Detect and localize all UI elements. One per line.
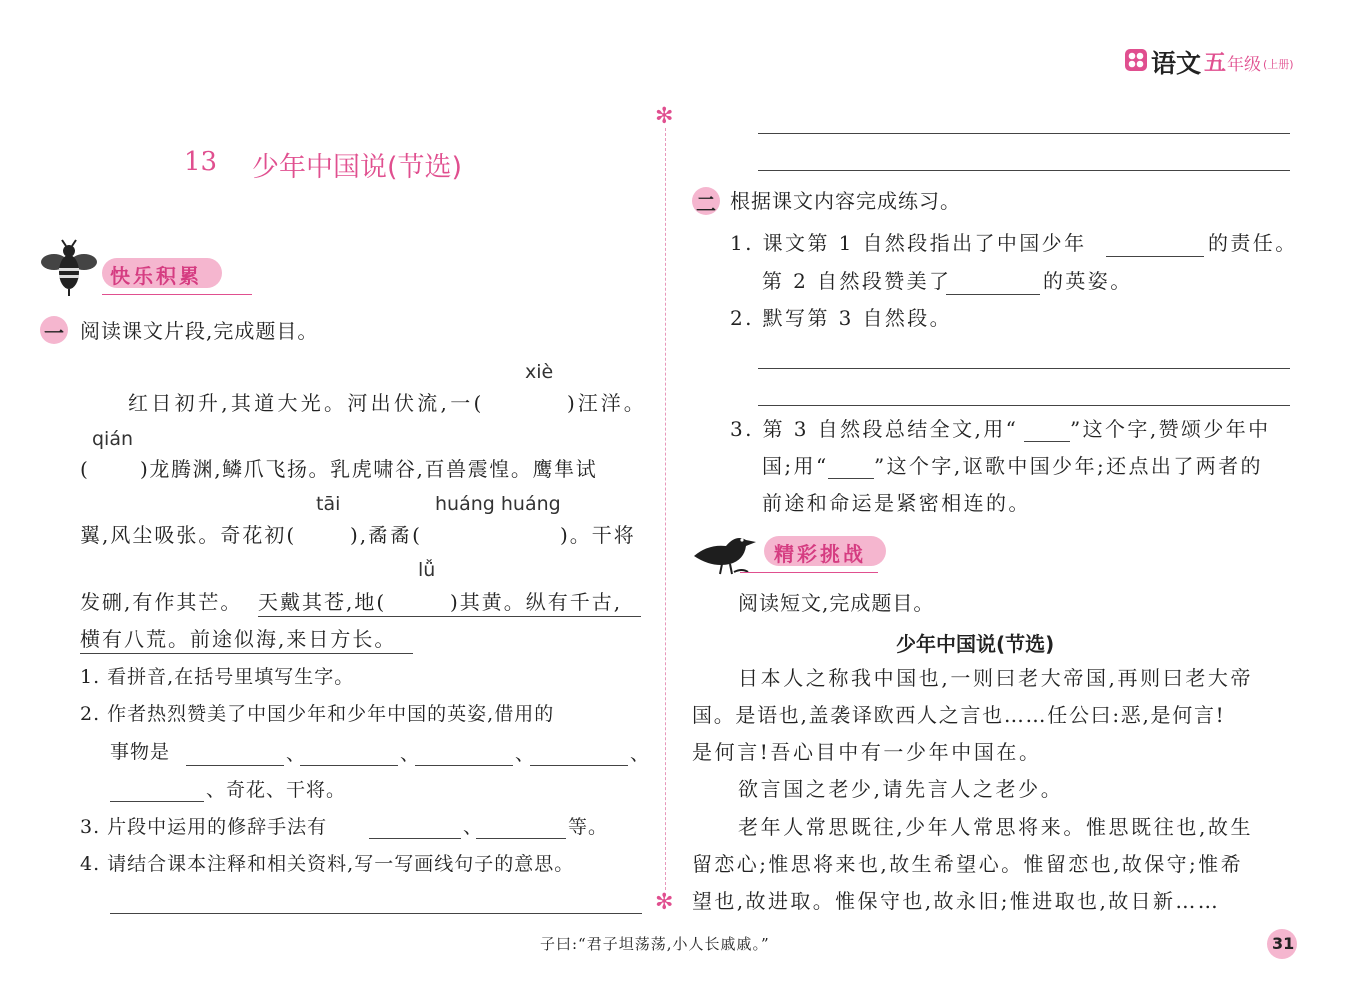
blank-q2-1[interactable] [186,765,284,766]
passage-line2: )龙腾渊,鳞爪飞扬。乳虎啸谷,百兽震惶。鹰隼试 [140,457,598,481]
blank-p2-q1-2[interactable] [946,294,1040,295]
header-volume: (上册) [1263,58,1294,71]
passage-line5: 横有八荒。前途似海,来日方长。 [80,627,397,651]
part-two-marker: 二 [696,192,716,216]
blank-q2-4[interactable] [530,765,628,766]
p2-question-1d: 的英姿。 [1043,269,1133,293]
p1-question-2a: 2. 作者热烈赞美了中国少年和少年中国的英姿,借用的 [80,703,555,725]
lesson-title: 少年中国说(节选) [252,152,463,183]
reading-line-7: 望也,故进取。惟保守也,故永旧;惟进取也,故日新…… [692,889,1221,913]
section-wonderful-challenge [690,526,890,582]
reading-title: 少年中国说(节选) [896,632,1055,656]
answer-line-top-1[interactable] [758,133,1290,134]
footer-quote: 子曰:“君子坦荡荡,小人长戚戚。” [540,935,770,953]
pinyin-xie: xiè [525,361,554,383]
reading-line-4: 欲言国之老少,请先言人之老少。 [738,777,1064,801]
sep-q3: 、 [463,816,484,838]
passage-line5-underline [80,653,413,654]
p2-question-3e: 前途和命运是紧密相连的。 [762,491,1031,515]
sep-q2-3: 、 [515,743,536,765]
p1-question-1: 1. 看拼音,在括号里填写生字。 [80,666,355,688]
p1-question-3b: 等。 [568,816,609,838]
p2-question-1b: 的责任。 [1208,231,1298,255]
passage-line3-c: )。干将 [560,523,636,547]
p2-question-3b: ”这个字,赞颂少年中 [1070,417,1271,441]
header-grade: 五 [1204,50,1227,76]
section-happy-accumulation [40,238,230,300]
tag-underline [102,294,252,295]
answer-line-p2-2[interactable] [758,405,1290,406]
sep-q2-1: 、 [286,743,307,765]
blank-q3-2[interactable] [476,838,566,839]
header-logo [1124,46,1309,78]
p2-question-1c: 第 2 自然段赞美了 [762,269,952,293]
blank-p2-q3-1[interactable] [1024,441,1070,442]
passage-line1-end: )汪洋。 [567,391,647,415]
p2-question-1a: 1. 课文第 1 自然段指出了中国少年 [730,231,1087,255]
part-one-instruction: 阅读课文片段,完成题目。 [80,319,319,343]
p2-question-2: 2. 默写第 3 自然段。 [730,306,953,330]
p2-question-3c: 国;用“ [762,454,829,478]
passage-line3-b: ),矞矞( [350,523,422,547]
blank-p2-q3-2[interactable] [828,478,874,479]
bird-icon [690,526,760,578]
blank-p2-q1-1[interactable] [1106,256,1204,257]
reading-line-1: 日本人之称我中国也,一则曰老大帝国,再则曰老大帝 [738,666,1254,690]
reading-line-5: 老年人常思既往,少年人常思将来。惟思既往也,故生 [738,815,1254,839]
blank-q3-1[interactable] [369,838,461,839]
p1-question-2b: 事物是 [110,741,171,763]
reading-line-6: 留恋心;惟思将来也,故生希望心。惟留恋也,故保守;惟希 [692,852,1243,876]
pinyin-lv: lǚ [418,559,436,581]
blank-q2-5[interactable] [110,801,204,802]
passage-line1: 红日初升,其道大光。河出伏流,一( [128,391,485,415]
part-one-marker: 一 [44,321,64,345]
p1-question-4: 4. 请结合课本注释和相关资料,写一写画线句子的意思。 [80,853,575,875]
passage-line4-a: 发硎,有作其芒。 [80,590,243,614]
divider-star-top-icon: ✻ [655,104,674,129]
p1-question-2c: 、奇花、干将。 [206,779,347,801]
bee-icon [40,238,98,298]
pinyin-huanghuang: huáng huáng [435,493,561,515]
reading-instruction: 阅读短文,完成题目。 [738,591,935,615]
divider-star-bottom-icon: ✻ [655,890,674,915]
p2-question-3d: ”这个字,讴歌中国少年;还点出了两者的 [874,454,1263,478]
lesson-header [180,145,510,185]
passage-line3-a: 翼,风尘吸张。奇花初( [80,523,297,547]
answer-line-p2-1[interactable] [758,368,1290,369]
tag-underline [740,572,878,573]
center-divider [665,128,666,890]
passage-line2-open: ( [80,457,89,481]
passage-line4-b: 天戴其苍,地( [258,590,387,614]
reading-line-3: 是何言!吾心目中有一少年中国在。 [692,740,1042,764]
pinyin-qian: qián [92,428,134,450]
answer-line-q4[interactable] [110,913,642,914]
part-two-instruction: 根据课文内容完成练习。 [730,189,961,213]
flower-icon [1124,48,1148,72]
answer-line-top-2[interactable] [758,170,1290,171]
passage-line4-underline [258,616,641,617]
header-grade-suffix: 年级 [1227,55,1261,75]
blank-q2-3[interactable] [415,765,513,766]
reading-line-2: 国。是语也,盖袭译欧西人之言也……任公曰:恶,是何言! [692,703,1226,727]
sep-q2-2: 、 [400,743,421,765]
p2-question-3a: 3. 第 3 自然段总结全文,用“ [730,417,1019,441]
lesson-number: 13 [184,147,218,177]
p1-question-3a: 3. 片段中运用的修辞手法有 [80,816,328,838]
blank-q2-2[interactable] [300,765,398,766]
header-subject: 语文 [1151,49,1202,78]
pinyin-tai: tāi [316,493,341,515]
tag-text-happy: 快乐积累 [110,264,202,288]
sep-q2-4: 、 [630,743,651,765]
page-number: 31 [1272,934,1295,953]
tag-text-challenge: 精彩挑战 [774,542,866,566]
passage-line4-c: )其黄。纵有千古, [450,590,623,614]
